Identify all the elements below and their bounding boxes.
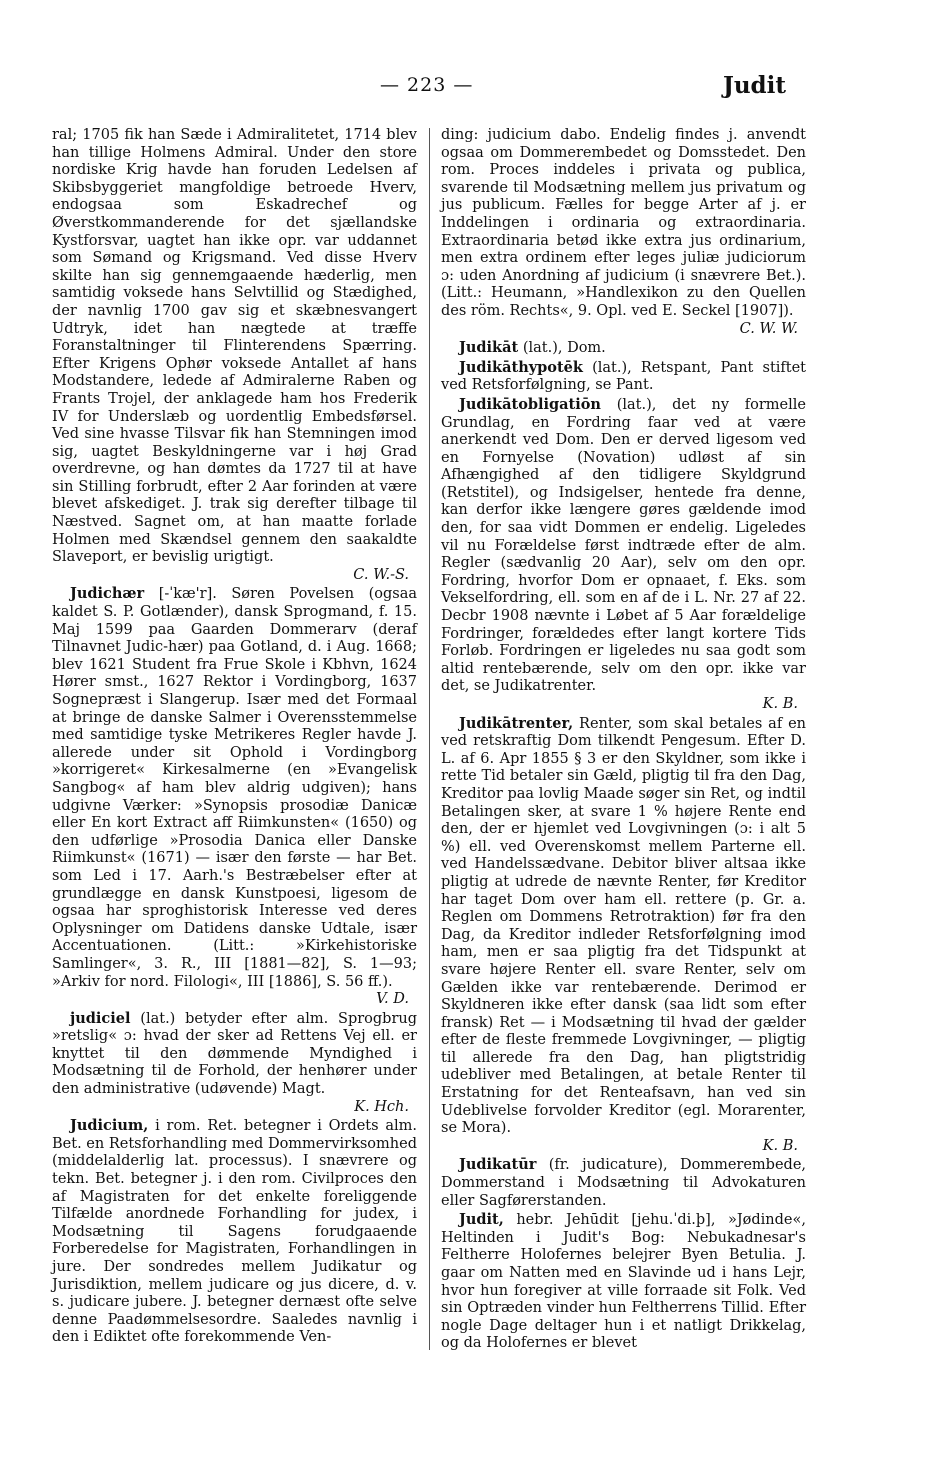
entry-text: (lat.) betyder efter alm. Sprogbrug »retslig« ɔ: hvad der sker ad Rettens Vej ell. er knyttet til den dømmende Myndighed i Modsætning til de Forhold, der henhører under den administrative (udøvende) Magt. <box>52 1010 417 1098</box>
entry-headword: Judit, <box>459 1211 504 1229</box>
entry-text: Renter, som skal betales af en ved retskraftig Dom tilkendt Pengesum. Efter D. L. af 6. Apr 1855 § 3 er den Skyldner, som ikke i rette Tid betaler sin Gæld, pligtig til fra den Dag, Kreditor paa lovlig Maade søger sin Ret, og indtil Betalingen sker, at svare 1 % højere Rente end den, der er hjemlet ved Lovgivningen (ɔ: i alt 5 %) ell. ved Overenskomst mellem Parterne ell. ved Handelssædvane. Debitor bliver altsaa ikke pligtig at udrede de nævnte Renter, før Kreditor har taget Dom over ham ell. rettere (p. Gr. a. Reglen om Dommens Retrotraktion) før fra den Dag, da Kreditor indleder Retsforfølgning imod ham, men er saa pligtig fra det Tidspunkt at svare højere Renter ell. svare Renter, selv om Gælden ikke var rentebærende. Derimod er Skyldneren ikke efter dansk (saa lidt som efter fransk) Ret — i Modsætning til hvad der gælder efter de fleste fremmede Lovgivninger, — pligtig til allerede fra den Dag, han pligtstridig udebliver med Betalingen, at betale Renter til Erstatning for det Renteafsavn, han ved sin Udeblivelse forvolder Kreditor (egl. Morarenter, se Mora). <box>441 715 806 1137</box>
entry-text: (lat.), Dom. <box>522 340 606 357</box>
entry-judikatrenter <box>441 715 806 1156</box>
entry-judikathypotek <box>441 359 806 395</box>
left-column <box>52 127 417 1347</box>
entry-text: (lat.), det ny formelle Grundlag, en Fordring faar ved at være anerkendt ved Dom. Den er derved ligesom ved en Fornyelse (Novation) udløst af sin Afhængighed af den tidligere Skyldgrund (Retstitel), og Indsigelser, hentede fra denne, kan derfor ikke længere gøres gældende imod den, for saa vidt Dommen er endelig. Ligeledes vil nu Forældelse først indtræde efter de alm. Regler (sædvanlig 20 Aar), selv om den opr. Fordring, hvorfor Dom er opnaaet, f. Eks. som Vekselfordring, ell. som en af de i L. Nr. 27 af 22. Decbr 1908 nævnte i Løbet af 5 Aar forældelige Fordringer, forældedes efter langt kortere Tids Forløb. Fordringen er ligeledes nu saa godt som altid rentebærende, selv om den opr. ikke var det, se Judikatrenter. <box>441 396 806 695</box>
page-header <box>0 74 928 108</box>
entry-signature: K. B. <box>762 1137 798 1154</box>
entry-judikatobligation <box>441 396 806 714</box>
entry-judikatur <box>441 1156 806 1210</box>
entry-text: hebr. Jehūdit [jehu.ˈdi.þ], »Jødinde«, Heltinden i Judit's Bog: Nebukadnesar's Feltherre Holofernes belejrer Byen Betulia. J. gaar om Natten med en Slavinde ud i hans Lejr, hvor hun foregiver at ville forraade sit Folk. Ved sin Optræden vinder hun Feltherrens Tillid. Efter nogle Dage deltager hun i et natligt Drikkelag, og da Holofernes er blevet <box>441 1212 806 1352</box>
entry-signature: C. W. W. <box>739 320 798 337</box>
entry-headword: judiciel <box>70 1009 131 1027</box>
entry-continuation <box>441 127 806 338</box>
entry-headword: Judikatūr <box>459 1156 537 1174</box>
entry-signature: V. D. <box>376 991 409 1008</box>
entry-text: ral; 1705 fik han Sæde i Admiralitetet, 1714 blev han tillige Holmens Admiral. Under den store nordiske Krig havde han foruden Ledelsen af Skibsbyggeriet mangfoldige betroede Hverv, endogsaa som Eskadrechef og Øverstkommanderende for det sjællandske Kystforsvar, uagtet han ikke opr. var uddannet som Sømand og Krigsmand. Ved disse Hverv skilte han sig gennemgaaende hæderlig, men samtidig voksede hans Selvtillid og Stædighed, der navnlig 1700 gav sig et skæbnesvangert Udtryk, idet han nægtede at træffe Foranstaltninger til Flinterendens Spærring. Efter Krigens Ophør voksede Antallet af hans Modstandere, ledede af Admiralerne Raben og Frants Trojel, der anklagede ham hos Frederik IV for Underslæb og uordentlig Embedsførsel. Ved sine hvasse Tilsvar fik han Stemningen imod sig, uagtet Beskyldningerne var i høj Grad overdrevne, og han dømtes da 1727 til at have sin Stilling forbrudt, efter 2 Aar forinden at være blevet afskediget. J. trak sig derefter tilbage til Næstved. Sagnet om, at han maatte forlade Holmen med Skændsel gennem den saakaldte Slaveport, er bevislig urigtigt. <box>52 127 417 566</box>
entry-text: (lat.), Retspant, Pant stiftet ved Retsforfølgning, se Pant. <box>441 359 807 394</box>
entry-text: ding: judicium dabo. Endelig findes j. anvendt ogsaa om Dommerembedet og Domsstedet. Den rom. Proces inddeles i privata og publica, svarende til Modsætning mellem jus privatum og jus publicum. Fælles for begge Arter af j. er Inddelingen i ordinaria og extraordinaria. Extraordinaria betød ikke extra jus ordinarium, men extra ordinem efter leges juliæ judiciorum ɔ: uden Anordning af judicium (i snævrere Bet.). (Litt.: Heumann, »Handlexikon zu den Quellen des röm. Rechts«, 9. Opl. ved E. Seckel [1907]). <box>441 127 806 319</box>
entry-headword: Judicium, <box>70 1117 149 1135</box>
entry-judit <box>441 1211 806 1353</box>
entry-text: [-ˈkæ'r]. Søren Povelsen (ogsaa kaldet S. P. Gotlænder), dansk Sprogmand, f. 15. Maj 1599 paa Gaarden Dommerarv (deraf Tilnavnet Judic-hær) paa Gotland, d. i Aug. 1668; blev 1621 Student fra Frue Skole i Kbhvn, 1624 Hører smst., 1627 Rektor i Vordingborg, 1637 Sognepræst i Slangerup. Især med det Formaal at bringe de danske Salmer i Overensstemmelse med samtidige tyske Metrikeres Regler havde J. allerede under sit Ophold i Vordingborg »korrigeret« Kirkesalmerne (en »Evangelisk Sangbog« af ham blev aldrig udgiven); hans udgivne Værker: »Synopsis prosodiæ Danicæ eller En kort Extract aff Riimkunsten« (1650) og den udførlige »Prosodia Danica eller Danske Riimkunst« (1671) — især den første — har Bet. som Led i 17. Aarh.'s Bestræbelser efter at grundlægge en dansk Kunstpoesi, ligesom de ogsaa har sproghistorisk Interesse ved deres Oplysninger om Datidens danske Udtale, især Accentuationen. (Litt.: »Kirkehistoriske Samlinger«, 3. R., III [1881—82], S. 1—93; »Arkiv for nord. Filologi«, III [1886], S. 56 ff.). <box>52 586 417 990</box>
entry-judicium <box>52 1117 417 1347</box>
entry-continuation <box>52 127 417 584</box>
entry-headword: Judichær <box>70 585 145 603</box>
entry-judiciel <box>52 1010 417 1117</box>
page-number: — 223 — <box>380 74 474 96</box>
entry-headword: Judikātobligatiōn <box>459 395 601 413</box>
entry-headword: Judikāthypotēk <box>459 358 583 376</box>
entry-judichaer <box>52 585 417 1008</box>
entry-judikat <box>441 339 806 358</box>
entry-text: (fr. judicature), Dommerembede, Dommerstand i Modsætning til Advokaturen eller Sagførerstanden. <box>441 1157 807 1209</box>
running-head: Judit <box>722 72 786 99</box>
entry-headword: Judikāt <box>459 339 519 357</box>
entry-text: i rom. Ret. betegner i Ordets alm. Bet. en Retsforhandling med Dommervirksomhed (middelalderlig lat. processus). I snævrere og tekn. Bet. betegner j. i den rom. Civilproces den af Magistraten for det enkelte foreliggende Tilfælde anordnede Forhandling for judex, i Modsætning til Sagens forudgaaende Forberedelse for Magistraten, Forhandlingen in jure. Der sondredes mellem Judikatur og Jurisdiktion, mellem judicare og jus dicere, d. v. s. judicare jubere. J. betegner dernæst ofte selve denne Paadømmelsesordre. Saaledes navnlig i den i Ediktet ofte forekommende Ven- <box>52 1118 417 1346</box>
entry-signature: C. W.-S. <box>353 566 409 583</box>
entry-headword: Judikātrenter, <box>459 714 574 732</box>
column-divider <box>429 128 430 1350</box>
entry-signature: K. Hch. <box>354 1098 409 1115</box>
right-column <box>441 127 806 1353</box>
entry-signature: K. B. <box>762 696 798 712</box>
